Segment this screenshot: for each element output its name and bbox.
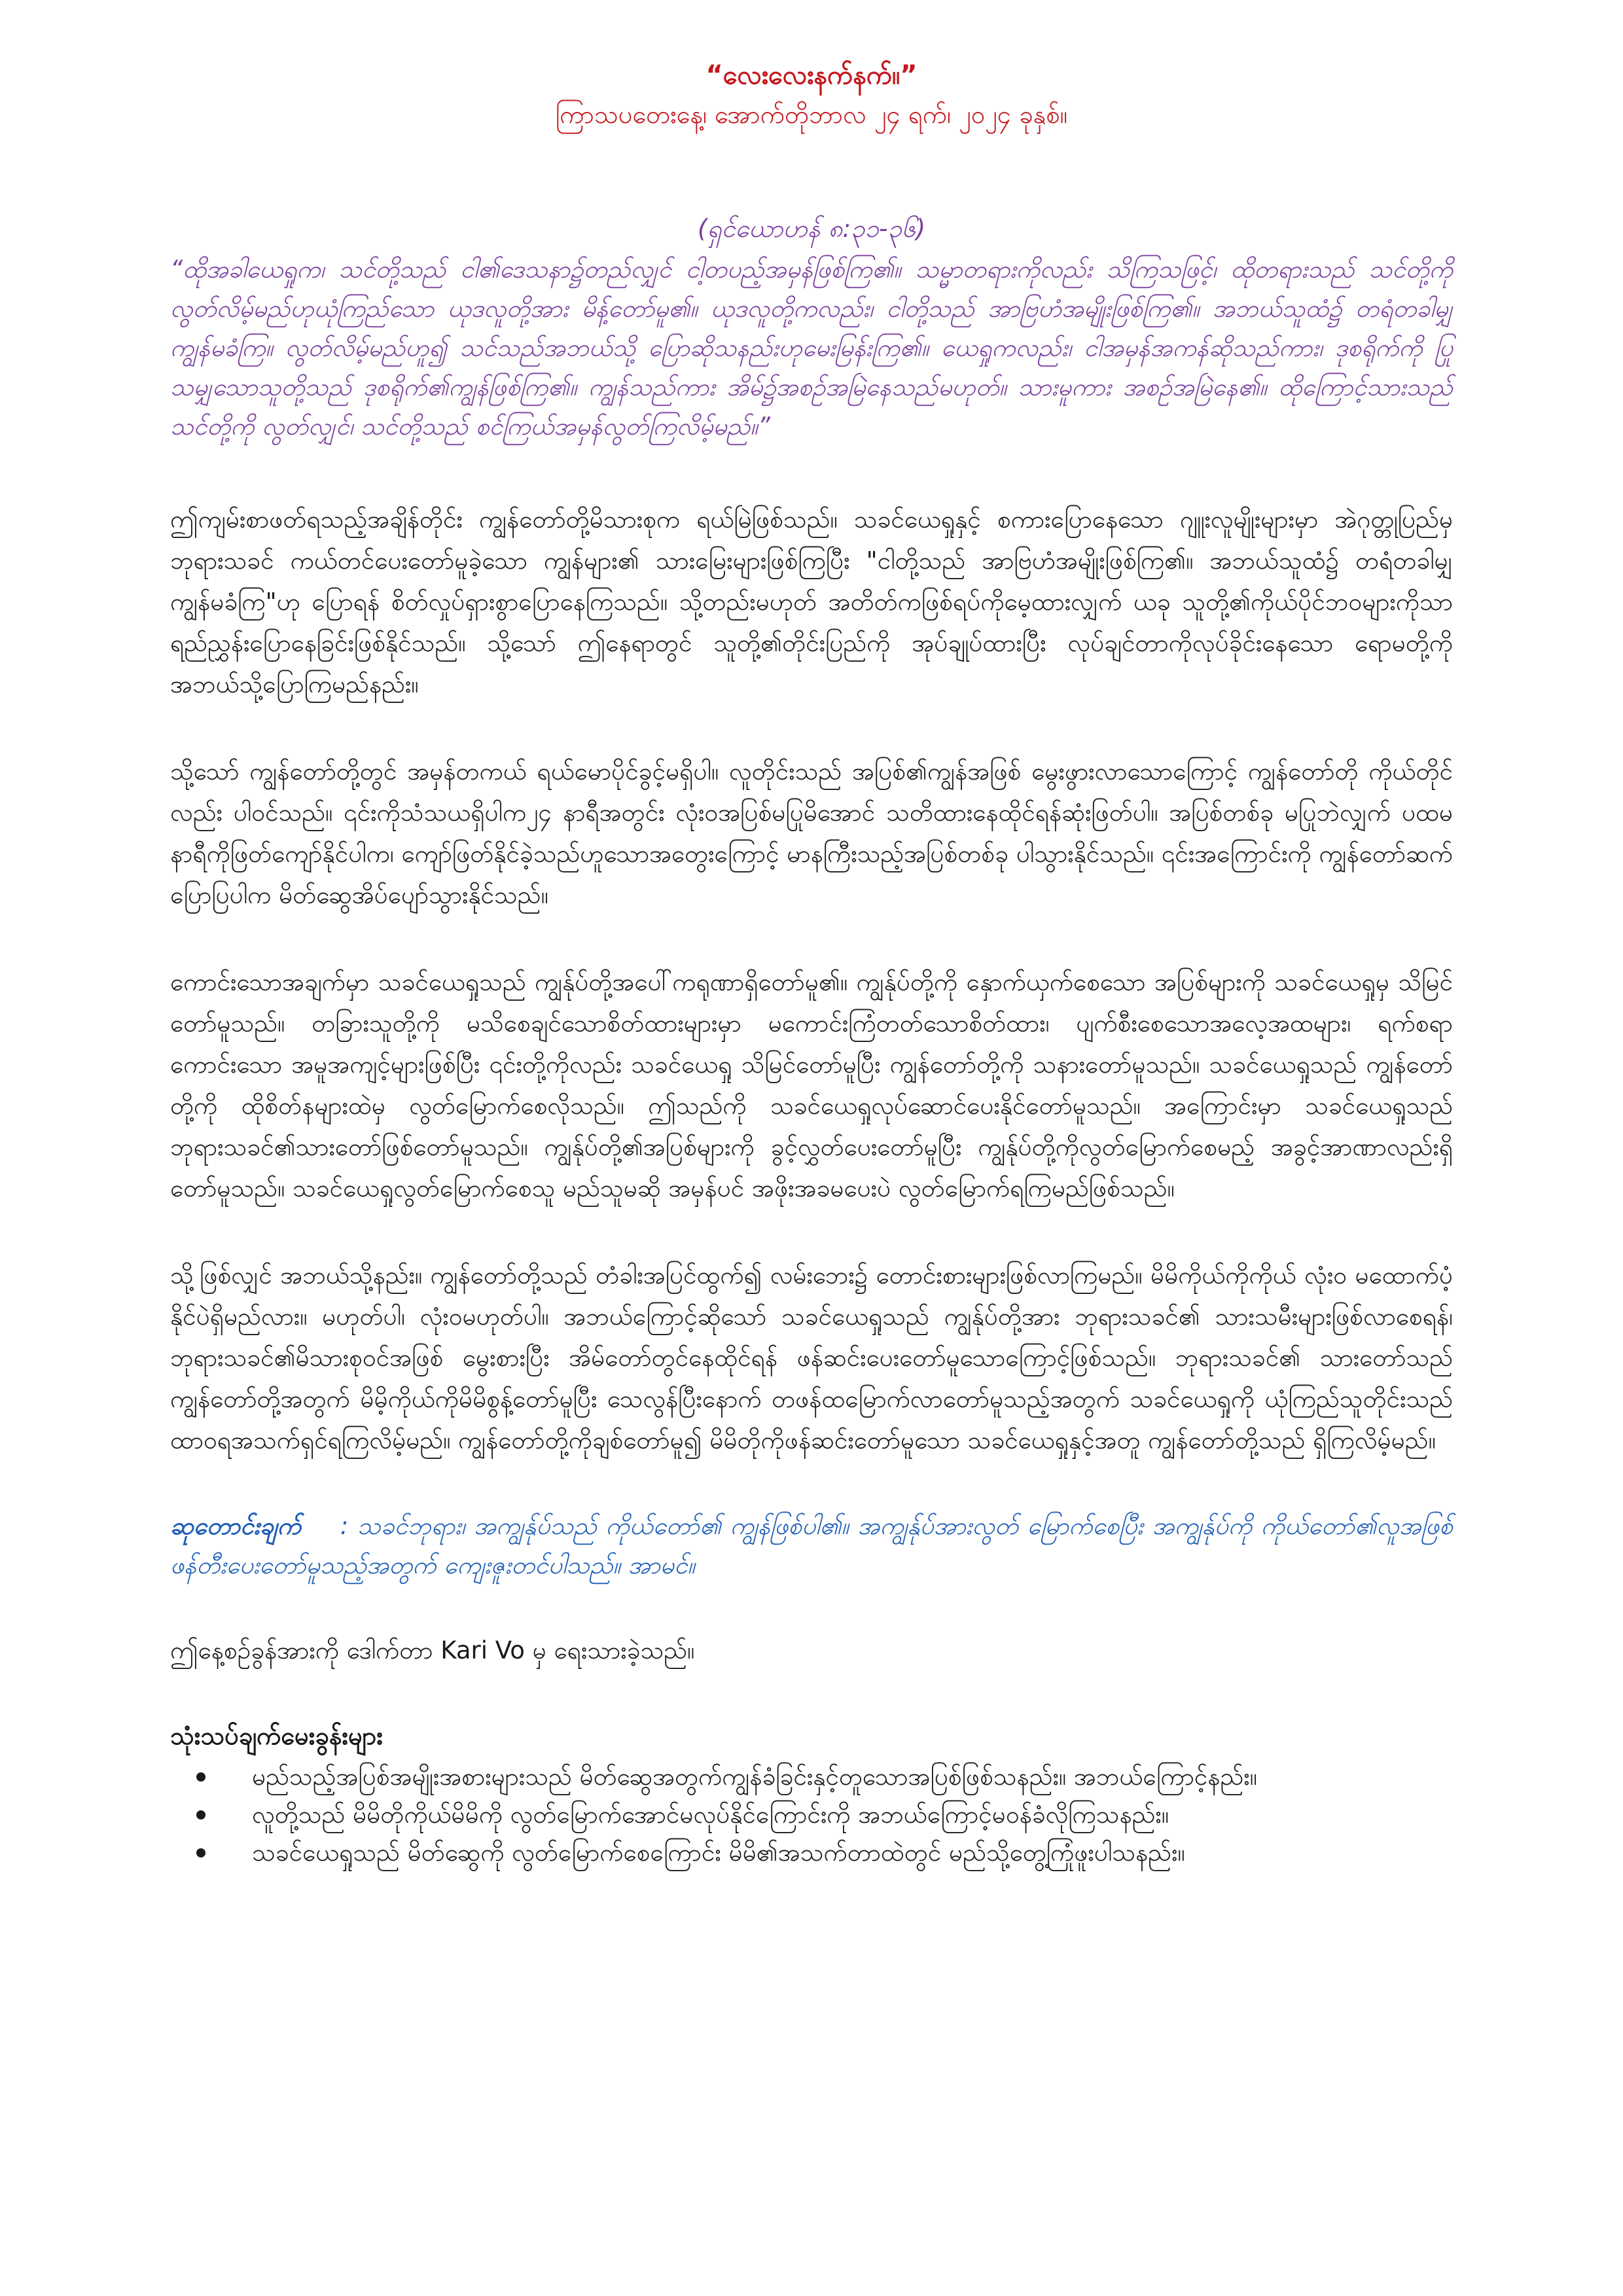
prayer-text: : သခင်ဘုရား၊ အကျွန်ုပ်သည် ကိုယ်တော်၏ ကျွန်ဖြစ်ပါ၏။ အကျွန်ုပ်အားလွတ် မြောက်စေပြီး အကျွန်ုပ်ကို ကိုယ်တော်၏လူအဖြစ် ဖန်တီးပေးတော်မူသည့်အတွက် ကျေးဇူးတင်ပါသည်။ အာမင်။ [170,1512,1453,1579]
question-text: သခင်ယေရှုသည် မိတ်ဆွေကို လွတ်မြောက်စေကြောင်း မိမိ၏အသက်တာထဲတွင် မည်သို့တွေ့ကြုံဖူးပါသနည်း။ [252,1839,1185,1867]
scripture-text: “ထိုအခါယေရှုက၊ သင်တို့သည် ငါ၏ဒေသနာ၌တည်လျှင် ငါ့တပည့်အမှန်ဖြစ်ကြ၏။ သမ္မာတရားကိုလည်း သိကြသဖြင့်၊ ထိုတရားသည် သင်တို့ကို လွတ်လိမ့်မည်ဟုယုံကြည်သော ယုဒလူတို့အား မိန့်တော်မူ၏။ ယုဒလူတို့ကလည်း၊ ငါတို့သည် အာဗြဟံအမျိုးဖြစ်ကြ၏။ အဘယ်သူထံ၌ တရံတခါမျှ ကျွန်မခံကြ။ လွတ်လိမ့်မည်ဟူ၍ သင်သည်အဘယ်သို့ ပြောဆိုသနည်းဟုမေးမြန်းကြ၏။ ယေရှုကလည်း၊ ငါအမှန်အကန်ဆိုသည်ကား၊ ဒုစရိုက်ကို ပြုသမျှသောသူတို့သည် ဒုစရိုက်၏ကျွန်ဖြစ်ကြ၏။ ကျွန်သည်ကား အိမ်၌အစဉ်အမြဲနေသည်မဟုတ်။ သားမူကား အစဉ်အမြဲနေ၏။ ထိုကြောင့်သားသည် သင်တို့ကို လွတ်လျှင်၊ သင်တို့သည် စင်ကြယ်အမှန်လွတ်ကြလိမ့်မည်။” [170,255,1453,440]
author-note: ဤနေ့စဉ်ခွန်အားကို ဒေါက်တာ Kari Vo မှ ရေးသားခဲ့သည်။ [170,1636,695,1664]
questions-heading: သုံးသပ်ချက်မေးခွန်းများ [170,1721,383,1750]
questions-list [170,1758,1453,1872]
page-date: ကြာသပတေးနေ့၊ အောက်တိုဘာလ ၂၄ ရက်၊ ၂၀၂၄ ခုနှစ်။ [555,100,1068,129]
list-item [170,1796,1453,1834]
prayer [170,1507,1453,1585]
bullet-icon [196,1772,205,1782]
body-paragraph-1: ဤကျမ်းစာဖတ်ရသည့်အချိန်တိုင်း ကျွန်တော်တို့မိသားစုက ရယ်မြဲဖြစ်သည်။ သခင်ယေရှုနှင့် စကားပြောနေသော ဂျူးလူမျိုးများမှာ အဲဂုတ္တုပြည်မှ ဘုရားသခင် ကယ်တင်ပေးတော်မူခဲ့သော ကျွန်များ၏ သားမြေးများဖြစ်ကြပြီး "ငါတို့သည် အာဗြဟံအမျိုးဖြစ်ကြ၏။ အဘယ်သူထံ၌ တရံတခါမျှ ကျွန်မခံကြ"ဟု ပြောရန် စိတ်လှုပ်ရှားစွာပြောနေကြသည်။ သို့တည်းမဟုတ် အတိတ်ကဖြစ်ရပ်ကိုမေ့ထားလျှက် ယခု သူတို့၏ကိုယ်ပိုင်ဘဝများကိုသာ ရည်ညွှန်းပြောနေခြင်းဖြစ်နိုင်သည်။ သို့သော် ဤနေရာတွင် သူတို့၏တိုင်းပြည်ကို အုပ်ချုပ်ထားပြီး လုပ်ချင်တာကိုလုပ်ခိုင်းနေသော ရောမတို့ကို အဘယ်သို့ပြောကြမည်နည်း။ [170,505,1453,698]
bullet-icon [196,1848,205,1857]
prayer-label: ဆုတောင်းချက် [170,1512,301,1540]
body-paragraph-4: သို့ဖြစ်လျှင် အဘယ်သို့နည်း။ ကျွန်တော်တို့သည် တံခါးအပြင်ထွက်၍ လမ်းဘေး၌ တောင်းစားများဖြစ်လာကြမည်။ မိမိကိုယ်ကိုကိုယ် လုံးဝ မထောက်ပံ့နိုင်ပဲရှိမည်လား။ မဟုတ်ပါ၊ လုံးဝမဟုတ်ပါ။ အဘယ်ကြောင့်ဆိုသော် သခင်ယေရှုသည် ကျွန်ုပ်တို့အား ဘုရားသခင်၏ သားသမီးများဖြစ်လာစေရန်၊ ဘုရားသခင်၏မိသားစုဝင်အဖြစ် မွေးစားပြီး အိမ်တော်တွင်နေထိုင်ရန် ဖန်ဆင်းပေးတော်မူသောကြောင့်ဖြစ်သည်။ ဘုရားသခင်၏ သားတော်သည် ကျွန်တော်တို့အတွက် မိမိ့ကိုယ်ကိုမိမိစွန့်တော်မူပြီး သေလွန်ပြီးနောက် တဖန်ထမြောက်လာတော်မူသည့်အတွက် သခင်ယေရှုကို ယုံကြည်သူတိုင်းသည် ထာဝရအသက်ရှင်ရကြလိမ့်မည်။ ကျွန်တော်တို့ကိုချစ်တော်မူ၍ မိမိတိုကိုဖန်ဆင်းတော်မူသော သခင်ယေရှုနှင့်အတူ ကျွန်တော်တို့သည် ရှိကြလိမ့်မည်။ [170,1261,1453,1454]
scripture-reference: (ရှင်ယောဟန် ၈:၃၁-၃၆) [697,214,926,243]
page-title: “လေးလေးနက်နက်။” [705,60,918,90]
list-item [170,1758,1453,1796]
question-text: လူတို့သည် မိမိတိုကိုယ်မိမိကို လွတ်မြောက်အောင်မလုပ်နိုင်ကြောင်းကို အဘယ်ကြောင့်မဝန်ခံလိုကြသနည်း။ [252,1801,1169,1829]
body-paragraph-3: ကောင်းသောအချက်မှာ သခင်ယေရှုသည် ကျွန်ုပ်တို့အပေါ်ကရုဏာရှိတော်မူ၏။ ကျွန်ုပ်တို့ကို နှောက်ယှက်စေသော အပြစ်များကို သခင်ယေရှုမှ သိမြင်တော်မူသည်။ တခြားသူတို့ကို မသိစေချင်သောစိတ်ထားများမှာ မကောင်းကြံတတ်သောစိတ်ထား၊ ပျက်စီးစေသောအလေ့အထများ၊ ရက်စရာ ကောင်းသော အမူအကျင့်များဖြစ်ပြီး ၎င်းတို့ကိုလည်း သခင်ယေရှု သိမြင်တော်မူပြီး ကျွန်တော်တို့ကို သနားတော်မူသည်။ သခင်ယေရှုသည် ကျွန်တော်တို့ကို ထိုစိတ်နများထဲမှ လွတ်မြောက်စေလိုသည်။ ဤသည်ကို သခင်ယေရှုလုပ်ဆောင်ပေးနိုင်တော်မူသည်။ အကြောင်းမှာ သခင်ယေရှုသည် ဘုရားသခင်၏သားတော်ဖြစ်တော်မူသည်။ ကျွန်ုပ်တို့၏အပြစ်များကို ခွင့်လွှတ်ပေးတော်မူပြီး ကျွန်ုပ်တို့ကိုလွတ်မြောက်စေမည့် အခွင့်အာဏာလည်းရှိတော်မူသည်။ သခင်ယေရှုလွတ်မြောက်စေသူ မည်သူမဆို အမှန်ပင် အဖိုးအခမပေးပဲ လွတ်မြောက်ရကြမည်ဖြစ်သည်။ [170,968,1453,1202]
list-item [170,1834,1453,1872]
body-paragraph-2: သို့သော် ကျွန်တော်တို့တွင် အမှန်တကယ် ရယ်မောပိုင်ခွင့်မရှိပါ။ လူတိုင်းသည် အပြစ်၏ကျွန်အဖြစ် မွေးဖွားလာသောကြောင့် ကျွန်တော်တို ကိုယ်တိုင်လည်း ပါဝင်သည်။ ၎င်းကိုသံသယရှိပါက၂၄ နာရီအတွင်း လုံးဝအပြစ်မပြုမိအောင် သတိထားနေထိုင်ရန်ဆုံးဖြတ်ပါ။ အပြစ်တစ်ခု မပြုဘဲလျှက် ပထမနာရီကိုဖြတ်ကျော်နိုင်ပါက၊ ကျော်ဖြတ်နိုင်ခဲ့သည်ဟူသောအတွေးကြောင့် မာနကြီးသည့်အပြစ်တစ်ခု ပါသွားနိုင်သည်။ ၎င်းအကြောင်းကို ကျွန်တော်ဆက်ပြောပြပါက မိတ်ဆွေအိပ်ပျော်သွားနိုင်သည်။ [170,757,1453,909]
bullet-icon [196,1810,205,1820]
question-text: မည်သည့်အပြစ်အမျိုးအစားများသည် မိတ်ဆွေအတွက်ကျွန်ခံခြင်းနှင့်တူသောအပြစ်ဖြစ်သနည်း။ အဘယ်ကြောင့်နည်း။ [252,1763,1257,1791]
